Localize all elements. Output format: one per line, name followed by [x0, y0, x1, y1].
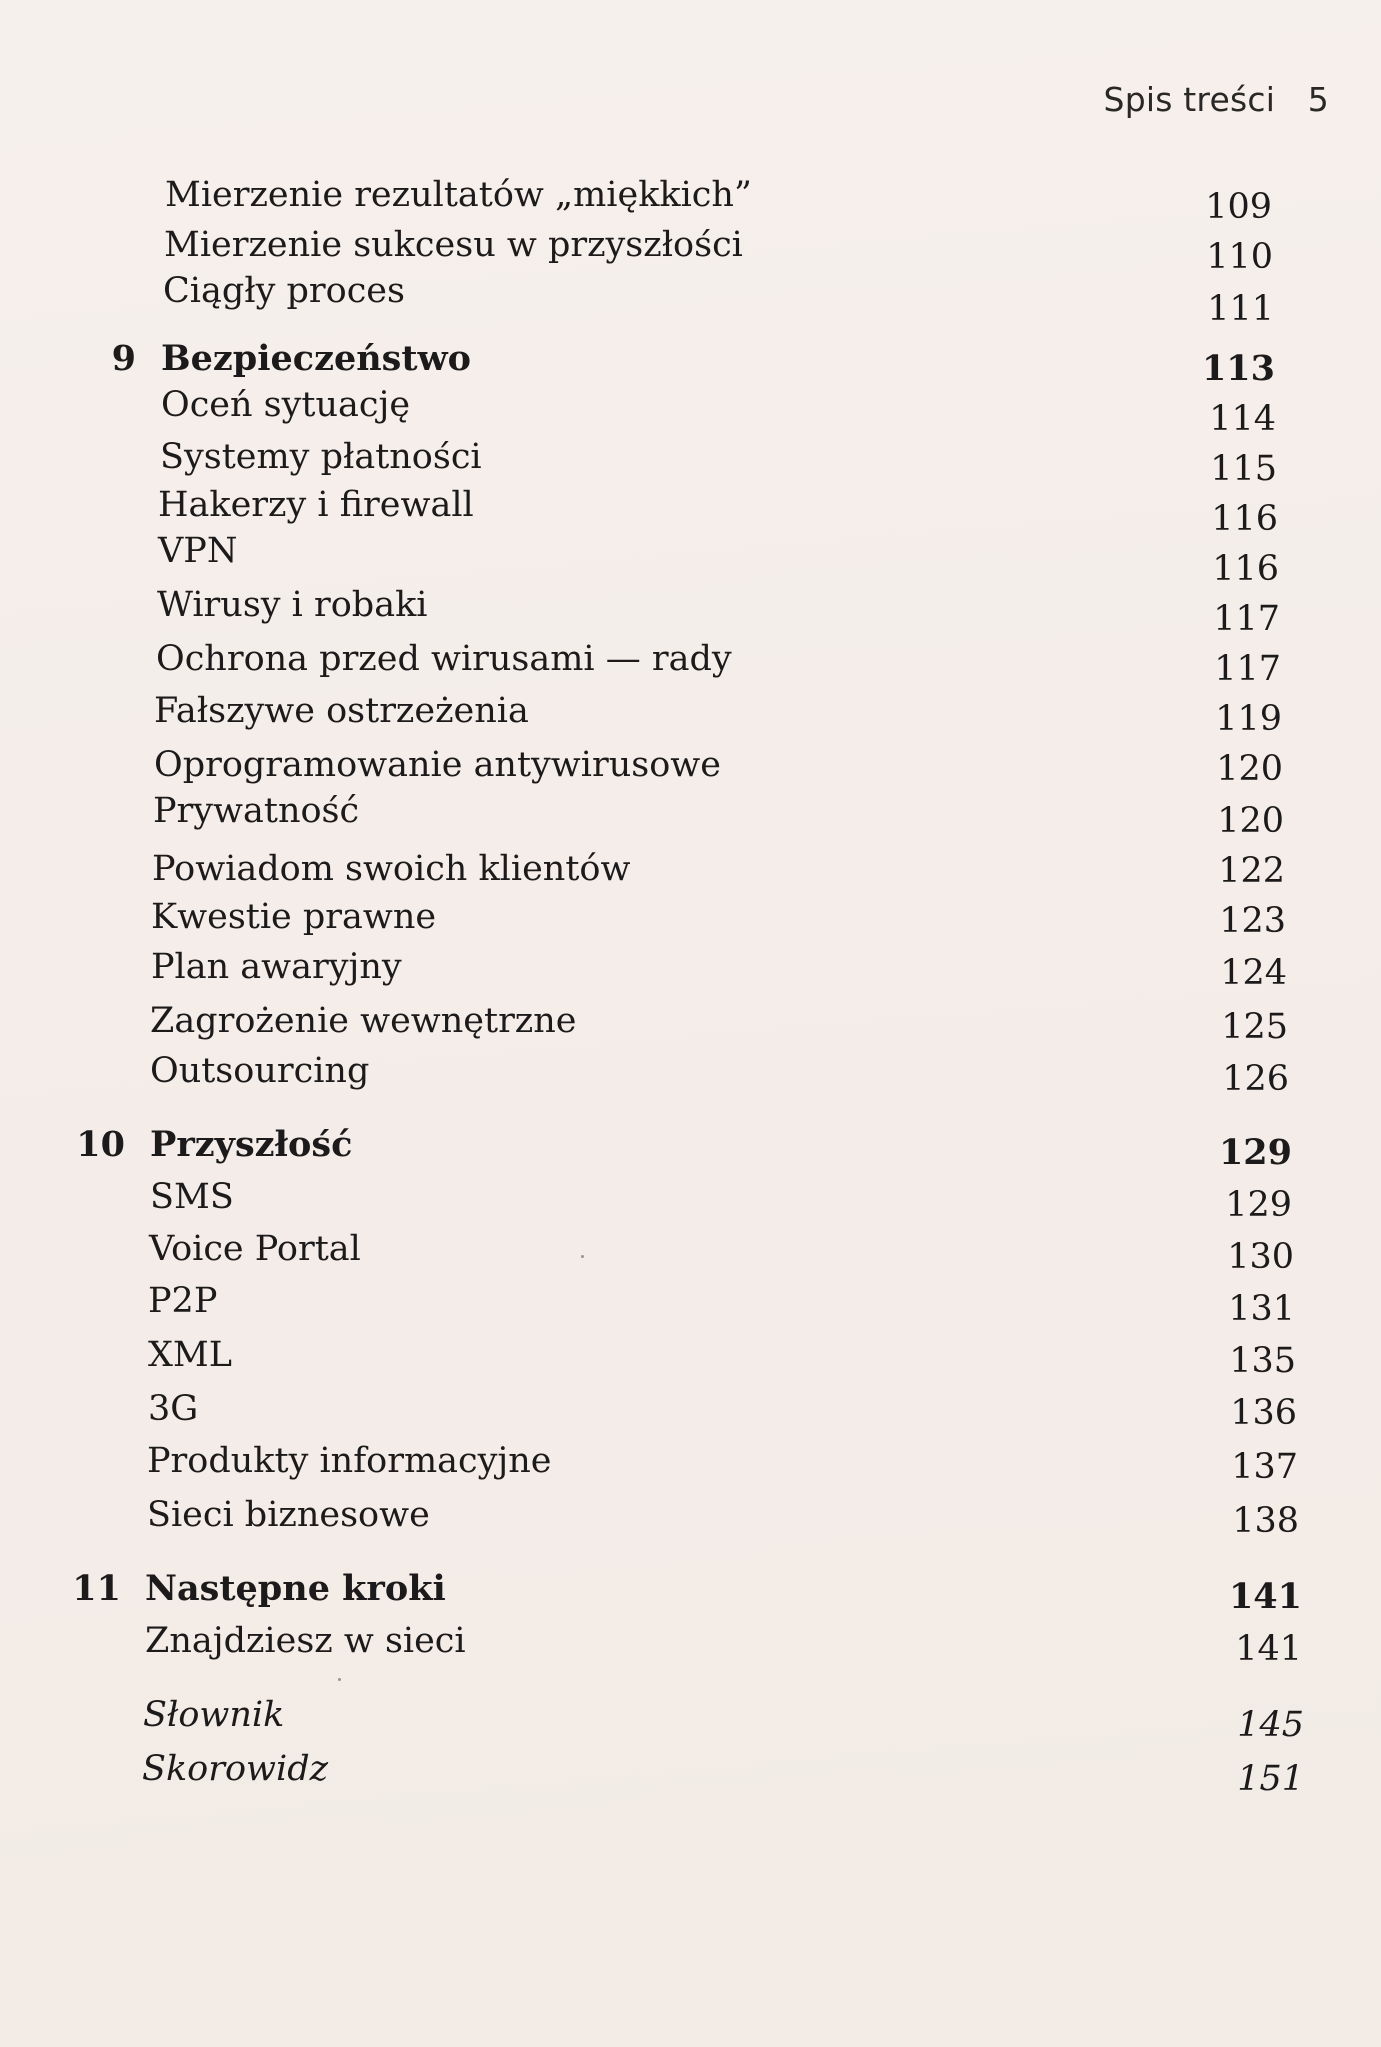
toc-entry-title: Voice Portal	[149, 1229, 361, 1269]
toc-entry-page: 122	[1218, 851, 1285, 891]
toc-entry-title: Przyszłość	[150, 1124, 353, 1165]
toc-entry-title: Hakerzy i firewall	[158, 485, 474, 525]
toc-entry-page: 116	[1212, 549, 1279, 589]
toc-entry-page: 130	[1227, 1237, 1294, 1277]
toc-entry-page: 120	[1216, 749, 1283, 789]
toc-chapter-number: 11	[72, 1568, 121, 1609]
toc-entry-page: 111	[1207, 289, 1274, 329]
toc-entry-title: Fałszywe ostrzeżenia	[154, 691, 529, 731]
toc-entry-page: 141	[1228, 1576, 1302, 1617]
toc-entry-page: 114	[1209, 399, 1276, 439]
toc-entry-page: 126	[1222, 1059, 1289, 1099]
paper-speck	[338, 1678, 341, 1681]
toc-entry-title: Produkty informacyjne	[147, 1441, 552, 1481]
toc-entry-page: 137	[1231, 1447, 1298, 1487]
toc-entry-page: 125	[1221, 1007, 1288, 1047]
toc-entry-title: Prywatność	[153, 791, 360, 831]
toc-entry-title: Oprogramowanie antywirusowe	[154, 745, 721, 785]
toc-entry-page: 151	[1237, 1759, 1304, 1799]
toc-entry-title: SMS	[150, 1177, 234, 1217]
toc-entry-title: Systemy płatności	[160, 437, 482, 477]
running-head-page-number: 5	[1307, 80, 1329, 119]
toc-entry-page: 120	[1217, 801, 1284, 841]
toc-entry-title: Mierzenie rezultatów „miękkich”	[165, 175, 752, 215]
toc-entry-title: Oceń sytuację	[161, 385, 411, 425]
running-head-title: Spis treści	[1103, 80, 1276, 119]
toc-entry-title: Słownik	[143, 1695, 285, 1735]
toc-entry-title: Znajdziesz w sieci	[145, 1621, 466, 1661]
toc-chapter-number: 9	[111, 338, 136, 379]
toc-entry-page: 123	[1219, 901, 1286, 941]
toc-entry-title: Bezpieczeństwo	[161, 338, 472, 379]
toc-entry-page: 117	[1213, 599, 1280, 639]
toc-entry-page: 116	[1211, 499, 1278, 539]
toc-entry-title: Ochrona przed wirusami — rady	[156, 639, 732, 679]
toc-entry-page: 145	[1237, 1705, 1304, 1745]
toc-entry-title: P2P	[148, 1281, 218, 1321]
toc-entry-page: 124	[1220, 953, 1287, 993]
toc-entry-page: 109	[1205, 187, 1272, 227]
toc-entry-page: 119	[1215, 699, 1282, 739]
toc-entry-title: Ciągły proces	[163, 271, 405, 311]
toc-entry-page: 129	[1218, 1132, 1292, 1173]
toc-entry-page: 113	[1201, 348, 1275, 389]
toc-entry-title: VPN	[158, 531, 238, 571]
toc-entry-title: Wirusy i robaki	[157, 585, 428, 625]
toc-entry-page: 115	[1210, 449, 1277, 489]
toc-entry-title: Mierzenie sukcesu w przyszłości	[164, 225, 743, 265]
toc-entry-title: Outsourcing	[150, 1051, 370, 1091]
toc-entry-title: Plan awaryjny	[151, 947, 402, 987]
toc-entry-page: 141	[1235, 1629, 1302, 1669]
toc-entry-title: 3G	[148, 1389, 199, 1429]
toc-entry-page: 131	[1228, 1289, 1295, 1329]
toc-entry-title: XML	[148, 1335, 232, 1375]
toc-entry-page: 110	[1206, 237, 1273, 277]
toc-entry-page: 138	[1232, 1501, 1299, 1541]
toc-entry-title: Zagrożenie wewnętrzne	[150, 1001, 577, 1041]
toc-entry-page: 117	[1214, 649, 1281, 689]
toc-entry-page: 135	[1229, 1341, 1296, 1381]
toc-entry-title: Skorowidz	[142, 1749, 329, 1789]
toc-entry-title: Sieci biznesowe	[147, 1495, 430, 1535]
toc-chapter-number: 10	[76, 1124, 125, 1165]
paper-speck	[581, 1255, 584, 1258]
toc-entry-title: Następne kroki	[145, 1568, 446, 1609]
toc-entry-title: Kwestie prawne	[151, 897, 437, 937]
toc-entry-page: 136	[1230, 1393, 1297, 1433]
toc-entry-page: 129	[1225, 1185, 1292, 1225]
toc-entry-title: Powiadom swoich klientów	[152, 849, 631, 889]
